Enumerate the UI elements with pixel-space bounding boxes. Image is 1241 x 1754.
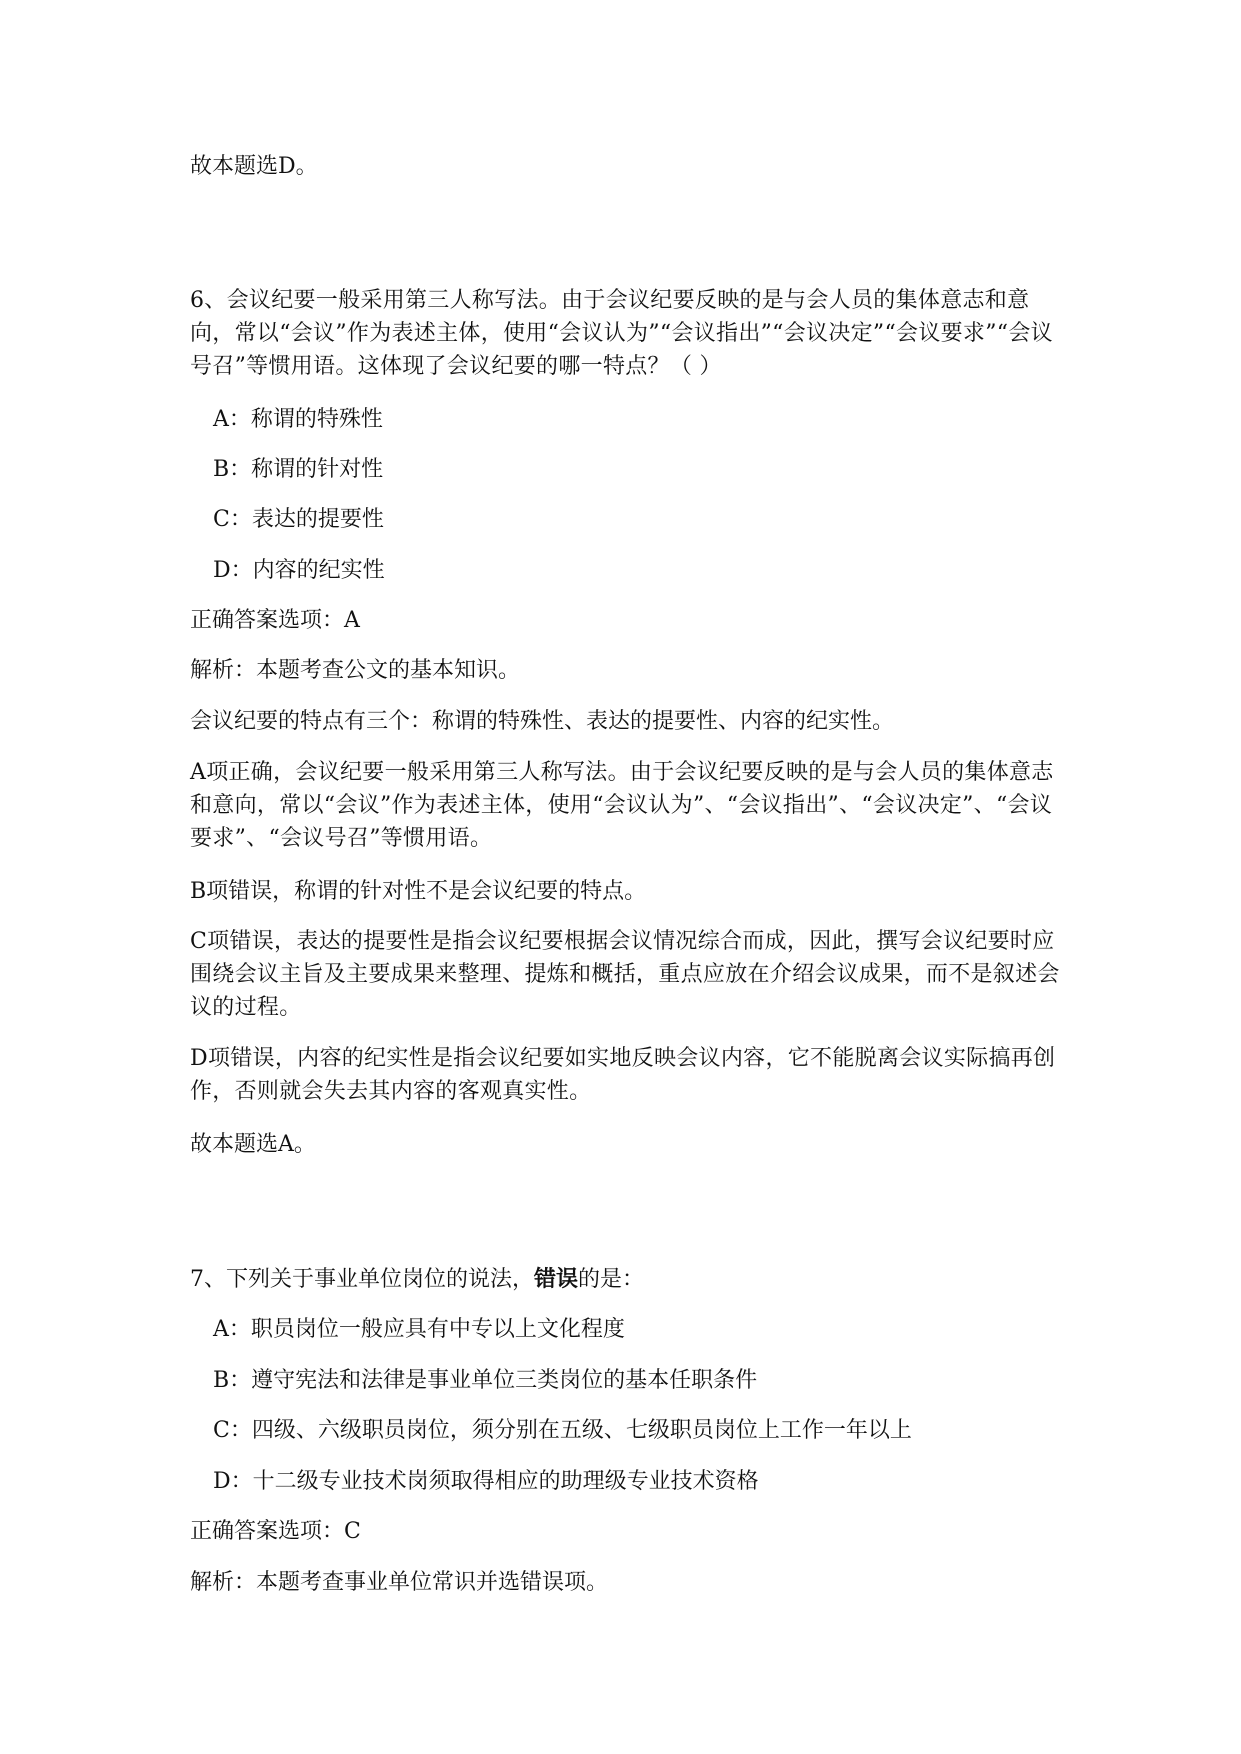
option-text: 四级、六级职员岗位，须分别在五级、七级职员岗位上工作一年以上 (251, 1418, 912, 1443)
question-7-option-b (213, 1364, 757, 1397)
stem-prefix: 7、下列关于事业单位岗位的说法， (190, 1267, 534, 1292)
option-text: 表达的提要性 (251, 507, 384, 532)
question-6-analysis-features: 会议纪要的特点有三个：称谓的特殊性、表达的提要性、内容的纪实性。 (190, 709, 895, 734)
option-text: 内容的纪实性 (252, 558, 385, 583)
option-letter: C： (213, 507, 252, 532)
option-letter: D： (213, 1469, 253, 1494)
stem-suffix: 的是： (578, 1267, 645, 1292)
question-6-option-b (213, 453, 383, 486)
question-6-analysis-b: B项错误，称谓的针对性不是会议纪要的特点。 (190, 879, 647, 904)
option-text: 职员岗位一般应具有中专以上文化程度 (250, 1317, 625, 1342)
option-text: 十二级专业技术岗须取得相应的助理级专业技术资格 (252, 1469, 759, 1494)
question-7-option-c (213, 1414, 912, 1447)
question-7-answer: 正确答案选项：C (190, 1519, 361, 1544)
option-text: 称谓的特殊性 (250, 407, 383, 432)
option-letter: C： (213, 1418, 252, 1443)
option-letter: B： (213, 457, 252, 482)
stem-emphasis: 错误 (534, 1266, 579, 1292)
question-6-conclusion: 故本题选A。 (190, 1132, 316, 1157)
question-6-option-a (213, 403, 383, 436)
option-letter: A： (213, 1317, 251, 1342)
question-7-option-a (213, 1313, 625, 1346)
question-7-option-d (213, 1465, 759, 1498)
question-6-option-c (213, 503, 384, 536)
question-6-analysis-intro: 解析：本题考查公文的基本知识。 (190, 658, 521, 683)
option-text: 遵守宪法和法律是事业单位三类岗位的基本任职条件 (251, 1368, 758, 1393)
question-7-analysis: 解析：本题考查事业单位常识并选错误项。 (190, 1570, 609, 1595)
option-text: 称谓的针对性 (251, 457, 384, 482)
option-letter: A： (213, 407, 251, 432)
question-6-stem: 6、会议纪要一般采用第三人称写法。由于会议纪要反映的是与会人员的集体意志和意向，常以“会议”作为表述主体，使用“会议认为”“会议指出”“会议决定”“会议要求”“会议号召”等惯用语。这体现了会议纪要的哪一特点？（ ） (190, 288, 1053, 379)
question-6-analysis-a: A项正确，会议纪要一般采用第三人称写法。由于会议纪要反映的是与会人员的集体意志和意向，常以“会议”作为表述主体，使用“会议认为”、“会议指出”、“会议决定”、“会议要求”、“会议号召”等惯用语。 (190, 760, 1054, 851)
question-6-analysis-c: C项错误，表达的提要性是指会议纪要根据会议情况综合而成，因此，撰写会议纪要时应围绕会议主旨及主要成果来整理、提炼和概括，重点应放在介绍会议成果，而不是叙述会议的过程。 (190, 929, 1060, 1020)
question-6-option-d (213, 554, 385, 587)
previous-conclusion: 故本题选D。 (190, 154, 318, 179)
question-7-stem (190, 1263, 644, 1296)
option-letter: D： (213, 558, 253, 583)
question-6-answer: 正确答案选项：A (190, 608, 360, 633)
question-6-analysis-d: D项错误，内容的纪实性是指会议纪要如实地反映会议内容，它不能脱离会议实际搞再创作，否则就会失去其内容的客观真实性。 (190, 1046, 1056, 1104)
option-letter: B： (213, 1368, 252, 1393)
